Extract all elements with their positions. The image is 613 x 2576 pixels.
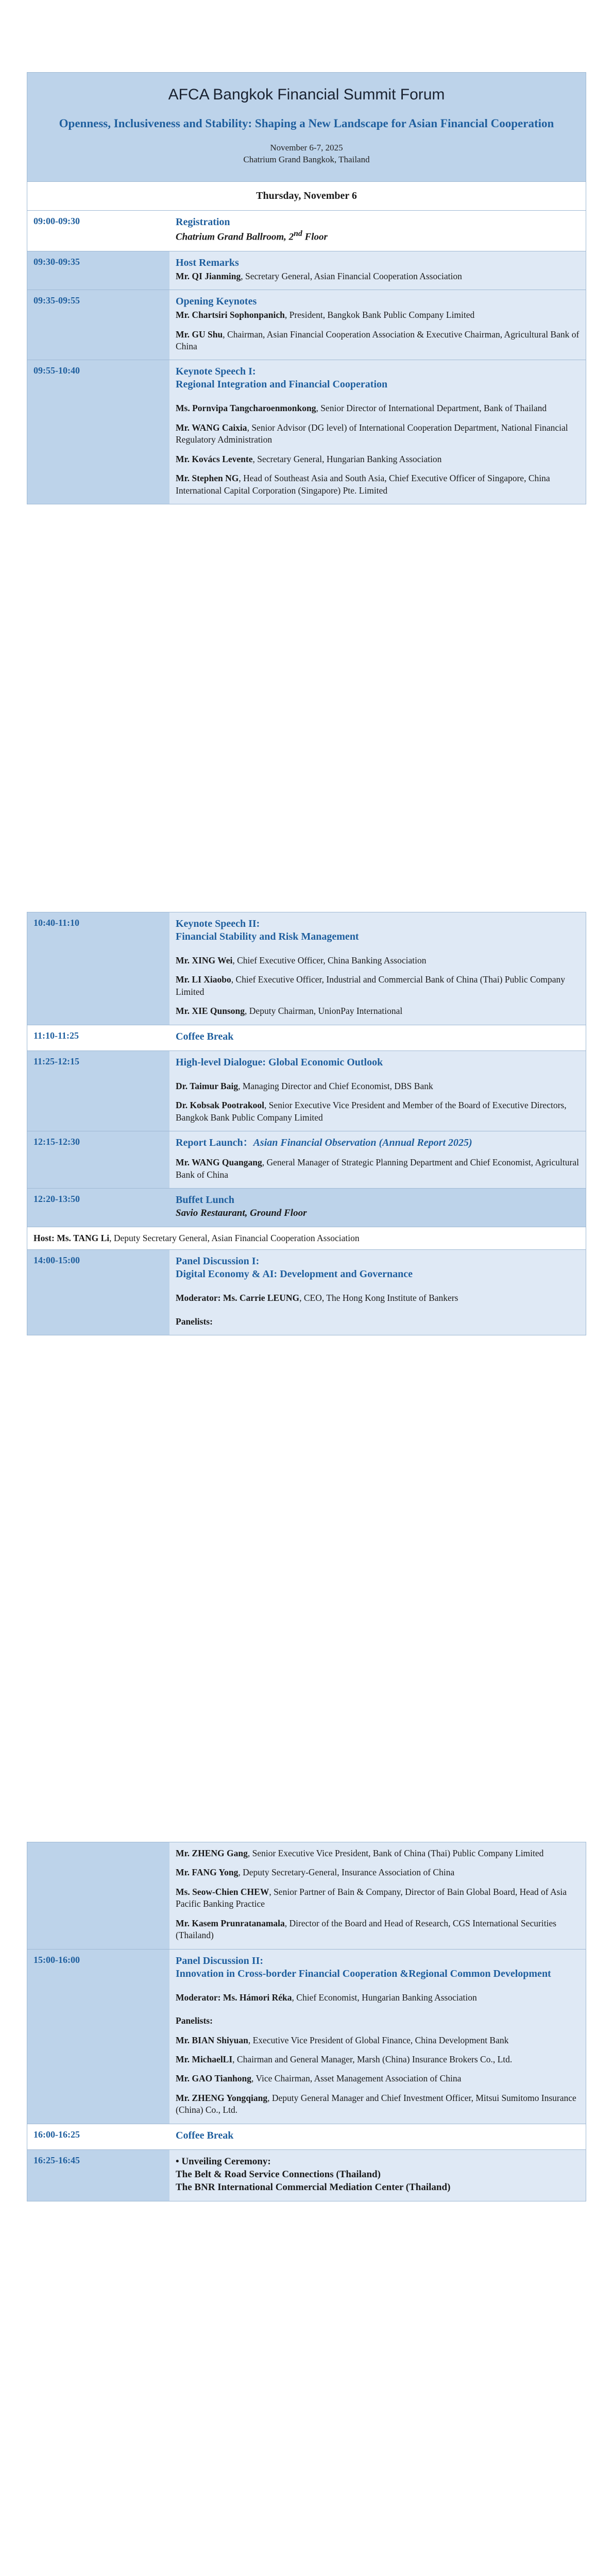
- time-cell: 11:10-11:25: [27, 1025, 169, 1050]
- speaker: Ms. Pornvipa Tangcharoenmonkong, Senior Director of International Department, Bank of Thailand: [176, 403, 547, 414]
- time-cell: 11:25-12:15: [27, 1051, 169, 1131]
- page-3: [27, 1842, 586, 2201]
- speaker: Mr. QI Jianming, Secretary General, Asian Financial Cooperation Association: [176, 270, 462, 281]
- speaker: Mr. XING Wei, Chief Executive Officer, China Banking Association: [176, 955, 427, 965]
- speaker: Mr. BIAN Shiyuan, Executive Vice President of Global Finance, China Development Bank: [176, 2035, 509, 2045]
- session-title: Coffee Break: [176, 2129, 234, 2141]
- agenda-row: [27, 1025, 586, 1051]
- session-venue: Chatrium Grand Ballroom, 2nd Floor: [176, 229, 328, 243]
- time-cell: 09:30-09:35: [27, 251, 169, 290]
- ceremony-title: • Unveiling Ceremony:: [176, 2156, 271, 2167]
- panelists-label: Panelists:: [176, 1316, 213, 1327]
- speaker: Mr. XIE Qunsong, Deputy Chairman, UnionPay International: [176, 1006, 403, 1016]
- time-cell: 10:40-11:10: [27, 912, 169, 1025]
- summit-date: November 6-7, 2025: [270, 143, 343, 153]
- page-2: [27, 912, 586, 1335]
- agenda-row: [27, 1189, 586, 1227]
- session-title: Buffet Lunch: [176, 1194, 234, 1206]
- host-label: Host:: [33, 1233, 57, 1244]
- agenda-row: [27, 2150, 586, 2201]
- session-title: High-level Dialogue: Global Economic Outlook: [176, 1056, 383, 1068]
- time-cell: 16:00-16:25: [27, 2124, 169, 2149]
- agenda-row: [27, 360, 586, 504]
- day-heading: Thursday, November 6: [27, 182, 586, 211]
- host-role: , Deputy Secretary General, Asian Financial Cooperation Association: [109, 1233, 360, 1244]
- speaker: Ms. Seow-Chien CHEW, Senior Partner of Bain & Company, Director of Bain Global Board, Head of Asia Pacific Banking Practice: [176, 1886, 567, 1909]
- time-cell: 12:20-13:50: [27, 1189, 169, 1227]
- speaker: Dr. Taimur Baig, Managing Director and Chief Economist, DBS Bank: [176, 1080, 433, 1091]
- speaker: Mr. Kasem Prunratanamala, Director of the Board and Head of Research, CGS International Securities (Thailand): [176, 1918, 557, 1941]
- session-subtitle: Innovation in Cross-border Financial Cooperation &Regional Common Development: [176, 1968, 551, 1979]
- session-subtitle: Digital Economy & AI: Development and Governance: [176, 1268, 413, 1280]
- session-title: Host Remarks: [176, 257, 239, 268]
- session-title: Opening Keynotes: [176, 296, 257, 308]
- summit-header: [27, 72, 586, 182]
- speaker: Mr. GAO Tianhong, Vice Chairman, Asset Management Association of China: [176, 2073, 462, 2084]
- time-cell: 12:15-12:30: [27, 1131, 169, 1188]
- speaker: Mr. MichaelLI, Chairman and General Manager, Marsh (China) Insurance Brokers Co., Ltd.: [176, 2054, 513, 2064]
- summit-title: AFCA Bangkok Financial Summit Forum: [168, 86, 445, 103]
- session-title: Registration: [176, 216, 230, 228]
- time-cell: 09:55-10:40: [27, 360, 169, 504]
- speaker: Dr. Kobsak Pootrakool, Senior Executive Vice President and Member of the Board of Executive Directors, Bangkok Bank Public Company Limited: [176, 1100, 567, 1123]
- ceremony-item: The Belt & Road Service Connections (Thailand): [176, 2168, 381, 2180]
- summit-venue: Chatrium Grand Bangkok, Thailand: [243, 155, 370, 165]
- page-1: [27, 72, 586, 504]
- session-title: Keynote Speech II:: [176, 918, 260, 929]
- host-name: Ms. TANG Li: [57, 1233, 110, 1244]
- agenda-row: [27, 2124, 586, 2150]
- speaker: Mr. WANG Caixia, Senior Advisor (DG level) of International Cooperation Department, National Financial Regulatory Administration: [176, 422, 568, 445]
- panelists-label: Panelists:: [176, 2015, 213, 2026]
- session-subtitle: Regional Integration and Financial Cooperation: [176, 379, 388, 391]
- speaker: Mr. Chartsiri Sophonpanich, President, Bangkok Bank Public Company Limited: [176, 310, 475, 320]
- time-cell: 16:25-16:45: [27, 2150, 169, 2201]
- agenda-row: [27, 1250, 586, 1335]
- session-title: Coffee Break: [176, 1030, 234, 1042]
- session-title: Panel Discussion II:: [176, 1955, 264, 1967]
- ceremony-item: The BNR International Commercial Mediation Center (Thailand): [176, 2181, 451, 2193]
- speaker: Mr. GU Shu, Chairman, Asian Financial Cooperation Association & Executive Chairman, Agricultural Bank of China: [176, 329, 580, 352]
- agenda-row: [27, 1131, 586, 1189]
- speaker: Mr. ZHENG Yongqiang, Deputy General Manager and Chief Investment Officer, Mitsui Sumitomo Insurance (China) Co., Ltd.: [176, 2092, 576, 2115]
- time-cell: 15:00-16:00: [27, 1950, 169, 2124]
- session-title: Panel Discussion I:: [176, 1256, 260, 1267]
- agenda-row: [27, 1051, 586, 1131]
- session-subtitle: Financial Stability and Risk Management: [176, 931, 359, 942]
- speaker: Mr. WANG Quangang, General Manager of Strategic Planning Department and Chief Economist, Agricultural Bank of China: [176, 1157, 579, 1180]
- summit-subtitle: Openness, Inclusiveness and Stability: Shaping a New Landscape for Asian Financial Cooperation: [59, 117, 554, 130]
- agenda-row: [27, 290, 586, 360]
- moderator: Moderator: Ms. Carrie LEUNG, CEO, The Hong Kong Institute of Bankers: [176, 1293, 458, 1303]
- speaker: Mr. Kovács Levente, Secretary General, Hungarian Banking Association: [176, 453, 442, 464]
- host-row: [27, 1227, 586, 1250]
- session-title: Report Launch：Asian Financial Observation (Annual Report 2025): [176, 1137, 472, 1149]
- agenda-row: [27, 1842, 586, 1950]
- time-cell: 09:00-09:30: [27, 211, 169, 250]
- agenda-row: [27, 1950, 586, 2124]
- agenda-row: [27, 251, 586, 290]
- speaker: Mr. ZHENG Gang, Senior Executive Vice President, Bank of China (Thai) Public Company Limited: [176, 1848, 544, 1858]
- agenda-row: [27, 211, 586, 251]
- session-title: Keynote Speech I:: [176, 366, 256, 378]
- speaker: Mr. FANG Yong, Deputy Secretary-General, Insurance Association of China: [176, 1867, 455, 1878]
- moderator: Moderator: Ms. Hámori Réka, Chief Economist, Hungarian Banking Association: [176, 1992, 477, 2003]
- agenda-row: [27, 912, 586, 1025]
- time-cell: 09:35-09:55: [27, 290, 169, 360]
- time-cell: [27, 1842, 169, 1949]
- session-venue: Savio Restaurant, Ground Floor: [176, 1207, 307, 1218]
- speaker: Mr. LI Xiaobo, Chief Executive Officer, Industrial and Commercial Bank of China (Thai) Public Company Limited: [176, 974, 566, 997]
- time-cell: 14:00-15:00: [27, 1250, 169, 1335]
- speaker: Mr. Stephen NG, Head of Southeast Asia and South Asia, Chief Executive Officer of Singapore, China International Capital Corporation (Singapore) Pte. Limited: [176, 473, 550, 496]
